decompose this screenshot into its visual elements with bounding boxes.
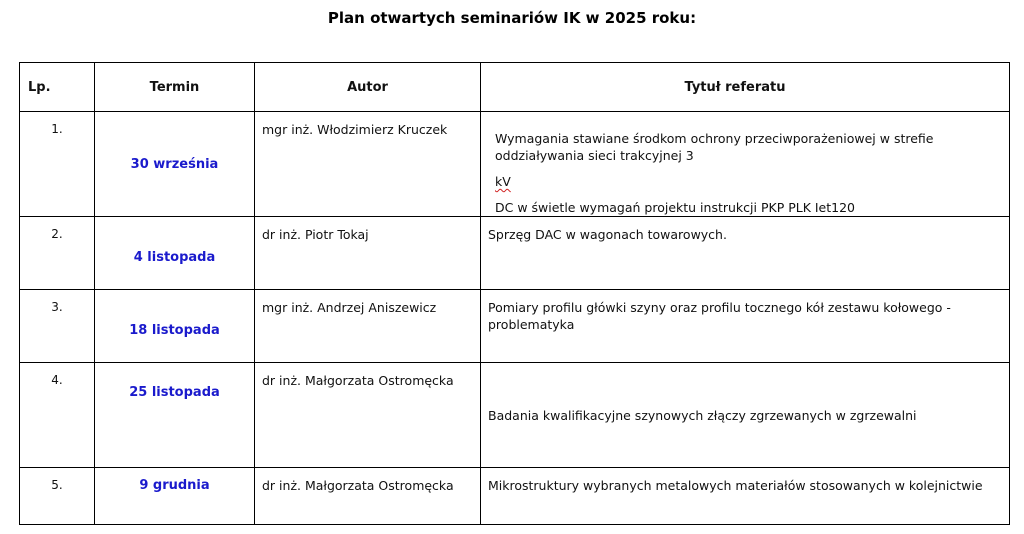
page-title: Plan otwartych seminariów IK w 2025 roku:	[327, 9, 697, 27]
seminar-date: 25 listopada	[129, 385, 220, 400]
row-number-cell	[20, 363, 95, 468]
author-cell	[255, 290, 481, 363]
seminar-date: 18 listopada	[129, 323, 220, 338]
author-name: mgr inż. Andrzej Aniszewicz	[262, 300, 437, 315]
table-row	[20, 217, 1010, 290]
author-cell	[255, 363, 481, 468]
seminar-date: 30 września	[130, 156, 219, 172]
header-lp: Lp.	[20, 63, 95, 112]
author-cell	[255, 217, 481, 290]
row-number: 2.	[51, 227, 63, 241]
talk-title: Sprzęg DAC w wagonach towarowych.	[488, 227, 727, 242]
title-cell	[481, 468, 1010, 525]
header-autor: Autor	[255, 63, 481, 112]
title-cell	[481, 363, 1010, 468]
talk-title-part: Wymagania stawiane środkom ochrony przeciwporażeniowej w strefie oddziaływania sieci trakcyjnej 3	[495, 131, 934, 163]
header-tytul: Tytuł referatu	[481, 63, 1010, 112]
date-cell	[95, 112, 255, 217]
table-row	[20, 290, 1010, 363]
row-number: 5.	[51, 478, 63, 492]
title-cell	[481, 112, 1010, 217]
date-cell	[95, 363, 255, 468]
row-number-cell	[20, 217, 95, 290]
talk-title	[481, 112, 1009, 216]
table-row	[20, 468, 1010, 525]
author-name: dr inż. Piotr Tokaj	[262, 227, 369, 242]
talk-title: Badania kwalifikacyjne szynowych złączy zgrzewanych w zgrzewalni	[488, 407, 917, 423]
table-row	[20, 112, 1010, 217]
row-number: 4.	[51, 373, 63, 387]
spellcheck-marked-word: kV	[495, 174, 511, 189]
date-cell	[95, 217, 255, 290]
table-header-row	[20, 63, 1010, 112]
row-number-cell	[20, 468, 95, 525]
author-name: mgr inż. Włodzimierz Kruczek	[262, 122, 448, 137]
row-number: 3.	[51, 300, 63, 314]
seminar-schedule-table	[19, 62, 1010, 525]
talk-title: Pomiary profilu główki szyny oraz profilu tocznego kół zestawu kołowego - problematyka	[488, 300, 951, 332]
header-termin: Termin	[95, 63, 255, 112]
title-cell	[481, 290, 1010, 363]
date-cell	[95, 290, 255, 363]
seminar-date: 4 listopada	[133, 250, 216, 265]
row-number-cell	[20, 290, 95, 363]
date-cell	[95, 468, 255, 525]
seminar-date: 9 grudnia	[139, 478, 210, 493]
row-number: 1.	[51, 122, 63, 136]
table-row	[20, 363, 1010, 468]
author-cell	[255, 112, 481, 217]
talk-title-part: DC w świetle wymagań projektu instrukcji PKP PLK Iet120	[495, 200, 856, 215]
author-cell	[255, 468, 481, 525]
talk-title: Mikrostruktury wybranych metalowych materiałów stosowanych w kolejnictwie	[488, 478, 983, 493]
author-name: dr inż. Małgorzata Ostromęcka	[262, 373, 454, 388]
author-name: dr inż. Małgorzata Ostromęcka	[262, 478, 454, 493]
title-cell	[481, 217, 1010, 290]
row-number-cell	[20, 112, 95, 217]
